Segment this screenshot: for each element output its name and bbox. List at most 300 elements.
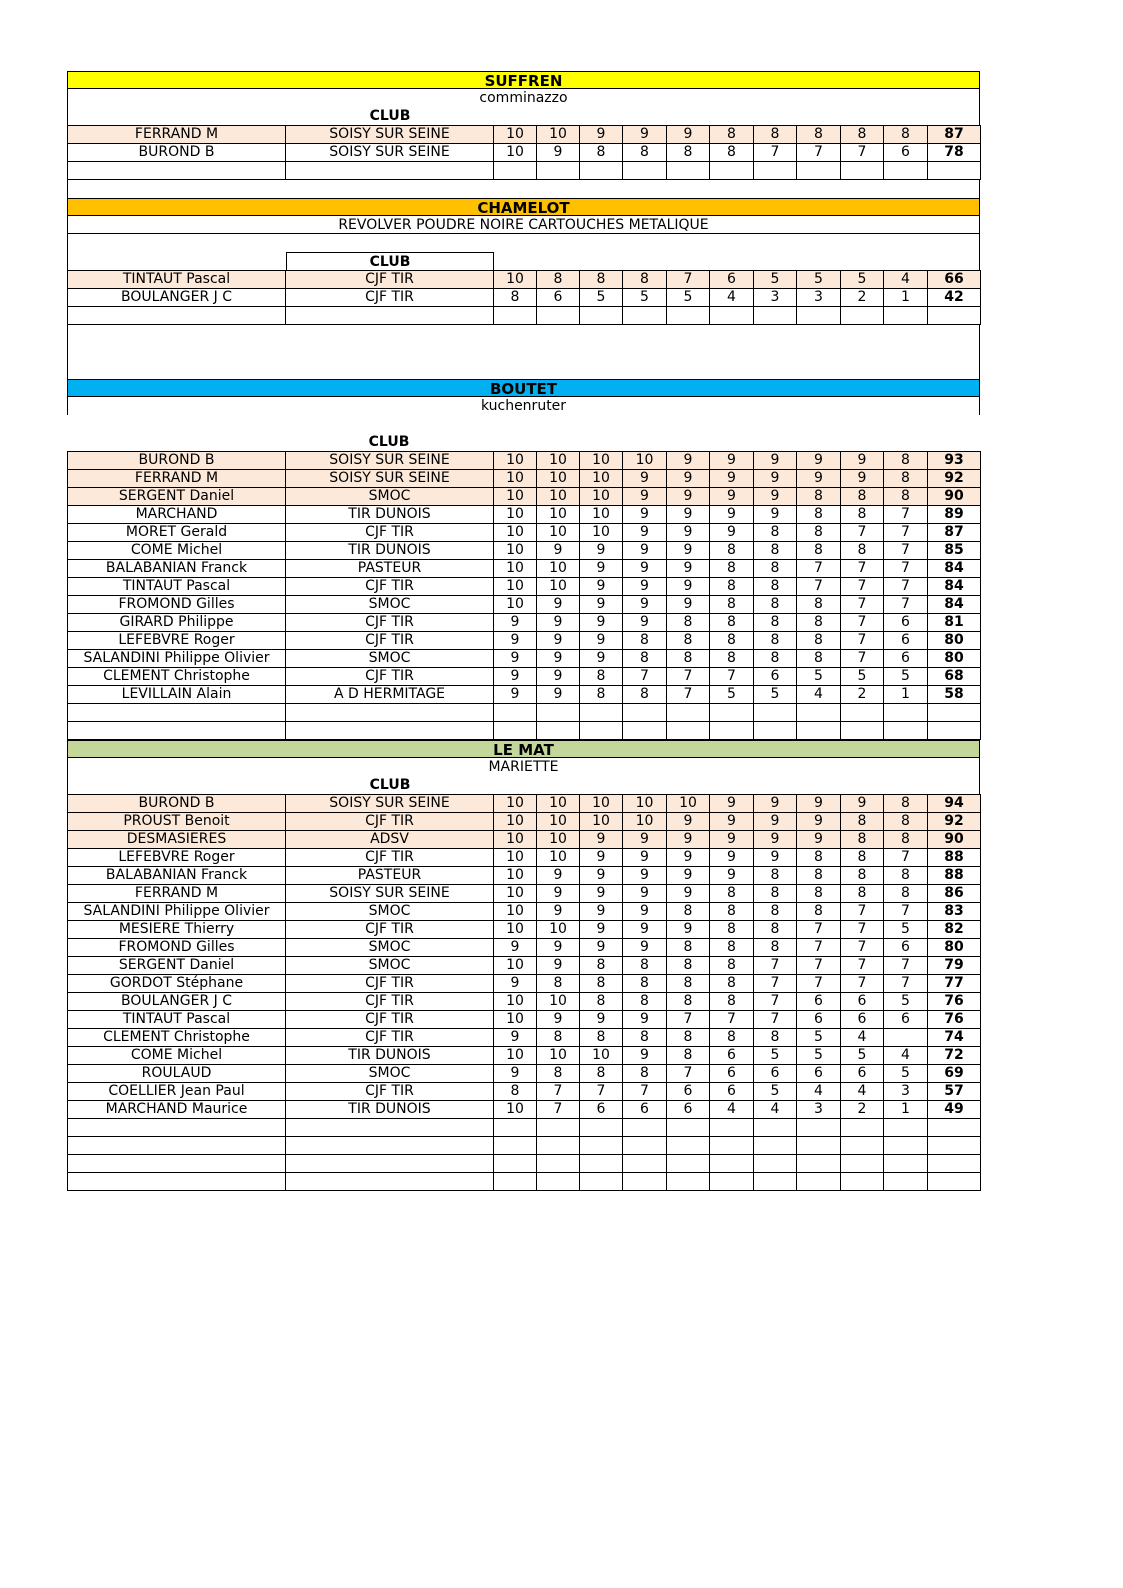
total-score: 58 <box>928 686 981 704</box>
score-cell: 8 <box>580 668 623 686</box>
shooter-club: TIR DUNOIS <box>286 1101 494 1119</box>
score-cell: 10 <box>494 452 537 470</box>
table-row <box>68 614 981 632</box>
score-cell: 8 <box>710 596 754 614</box>
shooter-club: SMOC <box>286 650 494 668</box>
table-row <box>68 578 981 596</box>
score-cell: 8 <box>710 975 754 993</box>
score-cell: 10 <box>494 542 537 560</box>
empty-cell <box>797 1155 841 1173</box>
score-cell: 3 <box>884 1083 928 1101</box>
score-cell: 3 <box>754 289 797 307</box>
score-cell: 9 <box>754 452 797 470</box>
table-row <box>68 632 981 650</box>
score-cell: 8 <box>754 524 797 542</box>
score-cell: 10 <box>494 831 537 849</box>
score-cell: 7 <box>884 957 928 975</box>
club-header <box>67 107 980 125</box>
score-cell: 9 <box>494 614 537 632</box>
shooter-name: GIRARD Philippe <box>68 614 286 632</box>
empty-cell <box>841 307 884 325</box>
score-cell: 6 <box>754 668 797 686</box>
empty-cell <box>754 307 797 325</box>
score-cell: 8 <box>537 975 580 993</box>
table-row <box>68 1029 981 1047</box>
score-cell: 5 <box>884 668 928 686</box>
score-cell: 4 <box>710 1101 754 1119</box>
shooter-club: CJF TIR <box>286 1029 494 1047</box>
score-cell: 10 <box>537 993 580 1011</box>
score-cell: 9 <box>667 488 710 506</box>
shooter-club: TIR DUNOIS <box>286 542 494 560</box>
section-suffren <box>67 71 980 198</box>
shooter-club: SMOC <box>286 488 494 506</box>
table-row <box>68 650 981 668</box>
score-cell: 9 <box>537 632 580 650</box>
score-cell: 8 <box>667 939 710 957</box>
total-score: 94 <box>928 795 981 813</box>
score-cell: 10 <box>537 849 580 867</box>
score-cell: 7 <box>754 957 797 975</box>
empty-cell <box>580 722 623 740</box>
table-row <box>68 993 981 1011</box>
empty-cell <box>494 307 537 325</box>
score-cell: 8 <box>884 813 928 831</box>
score-cell: 9 <box>537 614 580 632</box>
score-cell: 4 <box>884 1047 928 1065</box>
score-cell: 7 <box>841 596 884 614</box>
score-cell: 7 <box>841 578 884 596</box>
score-cell: 6 <box>623 1101 667 1119</box>
empty-cell <box>68 1119 286 1137</box>
spacer <box>67 325 980 379</box>
score-cell: 8 <box>710 614 754 632</box>
empty-cell <box>537 1119 580 1137</box>
empty-cell <box>667 307 710 325</box>
score-cell: 7 <box>580 1083 623 1101</box>
score-cell: 9 <box>667 470 710 488</box>
score-cell: 8 <box>710 1029 754 1047</box>
score-cell: 10 <box>537 126 580 144</box>
score-cell: 8 <box>841 867 884 885</box>
shooter-name: FROMOND Gilles <box>68 939 286 957</box>
club-header <box>67 252 980 270</box>
score-cell: 8 <box>754 1029 797 1047</box>
score-cell: 8 <box>623 1029 667 1047</box>
score-cell: 9 <box>667 126 710 144</box>
score-cell: 8 <box>841 506 884 524</box>
score-cell: 10 <box>494 1101 537 1119</box>
score-cell: 5 <box>754 686 797 704</box>
score-cell: 9 <box>580 849 623 867</box>
score-cell: 9 <box>580 650 623 668</box>
results-table <box>67 270 981 325</box>
score-cell: 7 <box>841 957 884 975</box>
score-cell: 2 <box>841 289 884 307</box>
score-cell: 4 <box>841 1029 884 1047</box>
shooter-club: ADSV <box>286 831 494 849</box>
score-cell: 8 <box>841 885 884 903</box>
shooter-name: SERGENT Daniel <box>68 488 286 506</box>
shooter-club: SOISY SUR SEINE <box>286 470 494 488</box>
score-cell: 9 <box>667 542 710 560</box>
table-row <box>68 921 981 939</box>
score-cell: 8 <box>580 957 623 975</box>
results-sheet <box>67 71 980 1191</box>
score-cell: 9 <box>494 632 537 650</box>
total-score: 82 <box>928 921 981 939</box>
score-cell: 6 <box>884 144 928 162</box>
score-cell: 6 <box>841 993 884 1011</box>
shooter-club: CJF TIR <box>286 271 494 289</box>
score-cell: 9 <box>841 470 884 488</box>
total-score: 86 <box>928 885 981 903</box>
shooter-name: MESIERE Thierry <box>68 921 286 939</box>
score-cell: 10 <box>494 1047 537 1065</box>
score-cell: 8 <box>797 849 841 867</box>
score-cell: 10 <box>494 993 537 1011</box>
score-cell: 9 <box>494 686 537 704</box>
score-cell: 8 <box>623 650 667 668</box>
empty-cell <box>623 307 667 325</box>
empty-cell <box>884 1173 928 1191</box>
score-cell: 9 <box>623 488 667 506</box>
total-score: 78 <box>928 144 981 162</box>
score-cell: 8 <box>797 542 841 560</box>
shooter-name: MORET Gerald <box>68 524 286 542</box>
score-cell: 9 <box>710 524 754 542</box>
score-cell: 8 <box>580 271 623 289</box>
empty-cell <box>884 722 928 740</box>
score-cell: 7 <box>884 903 928 921</box>
score-cell: 6 <box>797 993 841 1011</box>
shooter-club: CJF TIR <box>286 921 494 939</box>
score-cell: 8 <box>580 975 623 993</box>
shooter-club: SOISY SUR SEINE <box>286 126 494 144</box>
score-cell: 9 <box>710 452 754 470</box>
score-cell: 7 <box>884 596 928 614</box>
score-cell: 9 <box>623 542 667 560</box>
empty-cell <box>884 1155 928 1173</box>
score-cell: 8 <box>494 289 537 307</box>
score-cell: 7 <box>884 975 928 993</box>
score-cell: 8 <box>841 831 884 849</box>
score-cell: 5 <box>710 686 754 704</box>
score-cell: 7 <box>884 849 928 867</box>
score-cell: 7 <box>841 975 884 993</box>
score-cell: 9 <box>623 578 667 596</box>
total-score: 66 <box>928 271 981 289</box>
score-cell: 9 <box>537 885 580 903</box>
score-cell: 7 <box>667 271 710 289</box>
table-row <box>68 560 981 578</box>
score-cell: 10 <box>494 488 537 506</box>
score-cell: 10 <box>537 524 580 542</box>
empty-cell <box>841 1173 884 1191</box>
score-cell: 8 <box>494 1083 537 1101</box>
section-title: BOUTET <box>67 379 980 397</box>
score-cell: 10 <box>494 885 537 903</box>
score-cell: 8 <box>797 903 841 921</box>
blank-row <box>68 1119 981 1137</box>
score-cell: 10 <box>580 488 623 506</box>
score-cell: 8 <box>710 957 754 975</box>
score-cell: 8 <box>710 650 754 668</box>
blank-row <box>68 1155 981 1173</box>
score-cell: 10 <box>494 470 537 488</box>
score-cell: 7 <box>667 686 710 704</box>
shooter-club: CJF TIR <box>286 993 494 1011</box>
shooter-name: COELLIER Jean Paul <box>68 1083 286 1101</box>
score-cell: 10 <box>494 126 537 144</box>
shooter-name: FROMOND Gilles <box>68 596 286 614</box>
shooter-name: ROULAUD <box>68 1065 286 1083</box>
score-cell: 9 <box>494 668 537 686</box>
blank-row <box>68 307 981 325</box>
table-row <box>68 885 981 903</box>
score-cell: 9 <box>667 849 710 867</box>
empty-cell <box>667 1119 710 1137</box>
empty-cell <box>710 1173 754 1191</box>
score-cell: 8 <box>797 126 841 144</box>
shooter-name: BALABANIAN Franck <box>68 560 286 578</box>
score-cell: 10 <box>623 795 667 813</box>
score-cell: 6 <box>884 650 928 668</box>
section-title: SUFFREN <box>67 71 980 89</box>
score-cell: 8 <box>884 867 928 885</box>
empty-cell <box>710 1155 754 1173</box>
empty-cell <box>928 1155 981 1173</box>
table-row <box>68 668 981 686</box>
score-cell: 9 <box>623 614 667 632</box>
table-row <box>68 686 981 704</box>
empty-cell <box>710 704 754 722</box>
score-cell: 1 <box>884 289 928 307</box>
total-score: 42 <box>928 289 981 307</box>
score-cell: 8 <box>797 632 841 650</box>
score-cell: 9 <box>537 542 580 560</box>
score-cell: 8 <box>623 993 667 1011</box>
score-cell: 7 <box>667 1065 710 1083</box>
score-cell: 8 <box>580 1065 623 1083</box>
score-cell: 9 <box>580 867 623 885</box>
shooter-club: CJF TIR <box>286 849 494 867</box>
score-cell: 9 <box>667 524 710 542</box>
section-le-mat <box>67 740 980 1191</box>
table-row <box>68 144 981 162</box>
score-cell: 5 <box>797 668 841 686</box>
score-cell: 9 <box>710 849 754 867</box>
score-cell: 10 <box>494 506 537 524</box>
table-row <box>68 542 981 560</box>
score-cell: 6 <box>884 614 928 632</box>
score-cell: 10 <box>494 578 537 596</box>
score-cell: 6 <box>710 1083 754 1101</box>
empty-cell <box>537 1155 580 1173</box>
score-cell: 10 <box>537 452 580 470</box>
score-cell: 6 <box>667 1083 710 1101</box>
score-cell: 10 <box>537 488 580 506</box>
total-score: 80 <box>928 632 981 650</box>
score-cell: 9 <box>710 795 754 813</box>
score-cell: 8 <box>710 560 754 578</box>
table-row <box>68 289 981 307</box>
score-cell: 8 <box>754 560 797 578</box>
score-cell: 7 <box>667 1011 710 1029</box>
score-cell: 10 <box>623 813 667 831</box>
total-score: 80 <box>928 650 981 668</box>
total-score: 84 <box>928 578 981 596</box>
score-cell: 6 <box>710 1065 754 1083</box>
score-cell: 7 <box>884 542 928 560</box>
score-cell: 9 <box>623 1047 667 1065</box>
score-cell: 9 <box>537 596 580 614</box>
total-score: 92 <box>928 470 981 488</box>
score-cell: 9 <box>580 596 623 614</box>
total-score: 76 <box>928 993 981 1011</box>
score-cell: 8 <box>754 650 797 668</box>
table-row <box>68 867 981 885</box>
shooter-club: SMOC <box>286 596 494 614</box>
score-cell: 8 <box>754 903 797 921</box>
score-cell: 4 <box>884 271 928 289</box>
empty-cell <box>494 1119 537 1137</box>
empty-cell <box>286 704 494 722</box>
score-cell: 9 <box>754 506 797 524</box>
score-cell: 7 <box>754 144 797 162</box>
table-row <box>68 1083 981 1101</box>
empty-cell <box>580 1155 623 1173</box>
score-cell: 9 <box>754 795 797 813</box>
table-row <box>68 126 981 144</box>
score-cell: 8 <box>623 975 667 993</box>
total-score: 72 <box>928 1047 981 1065</box>
table-row <box>68 271 981 289</box>
section-boutet <box>67 379 980 740</box>
table-row <box>68 975 981 993</box>
empty-cell <box>580 162 623 180</box>
score-cell: 9 <box>623 885 667 903</box>
score-cell: 8 <box>797 650 841 668</box>
score-cell: 9 <box>754 470 797 488</box>
score-cell: 7 <box>841 921 884 939</box>
score-cell: 7 <box>797 578 841 596</box>
blank-row <box>68 162 981 180</box>
score-cell: 7 <box>710 1011 754 1029</box>
score-cell: 9 <box>710 470 754 488</box>
score-cell: 9 <box>797 813 841 831</box>
section-title: CHAMELOT <box>67 198 980 216</box>
empty-cell <box>494 1137 537 1155</box>
score-cell: 10 <box>494 596 537 614</box>
score-cell: 8 <box>710 126 754 144</box>
results-table <box>67 125 981 180</box>
score-cell: 10 <box>537 921 580 939</box>
section-subtitle: kuchenruter <box>67 397 980 415</box>
score-cell: 8 <box>841 813 884 831</box>
empty-cell <box>797 307 841 325</box>
score-cell: 9 <box>494 1029 537 1047</box>
total-score: 92 <box>928 813 981 831</box>
club-header-label: CLUB <box>368 434 410 450</box>
empty-cell <box>68 722 286 740</box>
shooter-club: CJF TIR <box>286 975 494 993</box>
score-cell: 9 <box>537 650 580 668</box>
score-cell: 10 <box>494 849 537 867</box>
score-cell: 8 <box>710 632 754 650</box>
score-cell: 9 <box>580 542 623 560</box>
empty-cell <box>68 704 286 722</box>
club-header <box>67 433 980 451</box>
shooter-club: CJF TIR <box>286 668 494 686</box>
score-cell: 10 <box>494 957 537 975</box>
table-row <box>68 470 981 488</box>
score-cell: 10 <box>580 470 623 488</box>
score-cell: 8 <box>667 993 710 1011</box>
shooter-club: SOISY SUR SEINE <box>286 144 494 162</box>
score-cell: 7 <box>841 144 884 162</box>
club-header <box>67 776 980 794</box>
score-cell: 8 <box>797 506 841 524</box>
score-cell: 9 <box>667 921 710 939</box>
score-cell: 8 <box>754 542 797 560</box>
score-cell: 7 <box>884 524 928 542</box>
score-cell: 9 <box>667 813 710 831</box>
score-cell: 8 <box>623 632 667 650</box>
score-cell: 6 <box>797 1065 841 1083</box>
score-cell: 7 <box>623 1083 667 1101</box>
score-cell: 8 <box>841 126 884 144</box>
score-cell: 10 <box>494 144 537 162</box>
table-row <box>68 903 981 921</box>
blank-row <box>68 722 981 740</box>
empty-cell <box>286 1173 494 1191</box>
shooter-name: BUROND B <box>68 795 286 813</box>
blank-row <box>68 704 981 722</box>
shooter-club: SMOC <box>286 1065 494 1083</box>
empty-cell <box>928 1137 981 1155</box>
shooter-club: CJF TIR <box>286 578 494 596</box>
shooter-name: COME Michel <box>68 1047 286 1065</box>
score-cell: 7 <box>884 560 928 578</box>
score-cell: 9 <box>623 831 667 849</box>
shooter-name: TINTAUT Pascal <box>68 1011 286 1029</box>
shooter-name: SALANDINI Philippe Olivier <box>68 903 286 921</box>
score-cell: 9 <box>841 452 884 470</box>
empty-cell <box>754 704 797 722</box>
score-cell: 7 <box>537 1101 580 1119</box>
score-cell: 5 <box>841 271 884 289</box>
score-cell: 7 <box>841 524 884 542</box>
total-score: 57 <box>928 1083 981 1101</box>
score-cell: 10 <box>537 560 580 578</box>
score-cell: 9 <box>580 885 623 903</box>
score-cell: 9 <box>797 470 841 488</box>
spacer <box>67 180 980 198</box>
score-cell: 8 <box>754 632 797 650</box>
score-cell: 5 <box>623 289 667 307</box>
shooter-name: FERRAND M <box>68 885 286 903</box>
empty-cell <box>754 1155 797 1173</box>
shooter-club: CJF TIR <box>286 524 494 542</box>
score-cell: 9 <box>580 939 623 957</box>
empty-cell <box>494 1155 537 1173</box>
score-cell: 9 <box>710 867 754 885</box>
empty-cell <box>754 1119 797 1137</box>
score-cell: 9 <box>623 921 667 939</box>
score-cell: 10 <box>494 271 537 289</box>
score-cell: 8 <box>754 614 797 632</box>
